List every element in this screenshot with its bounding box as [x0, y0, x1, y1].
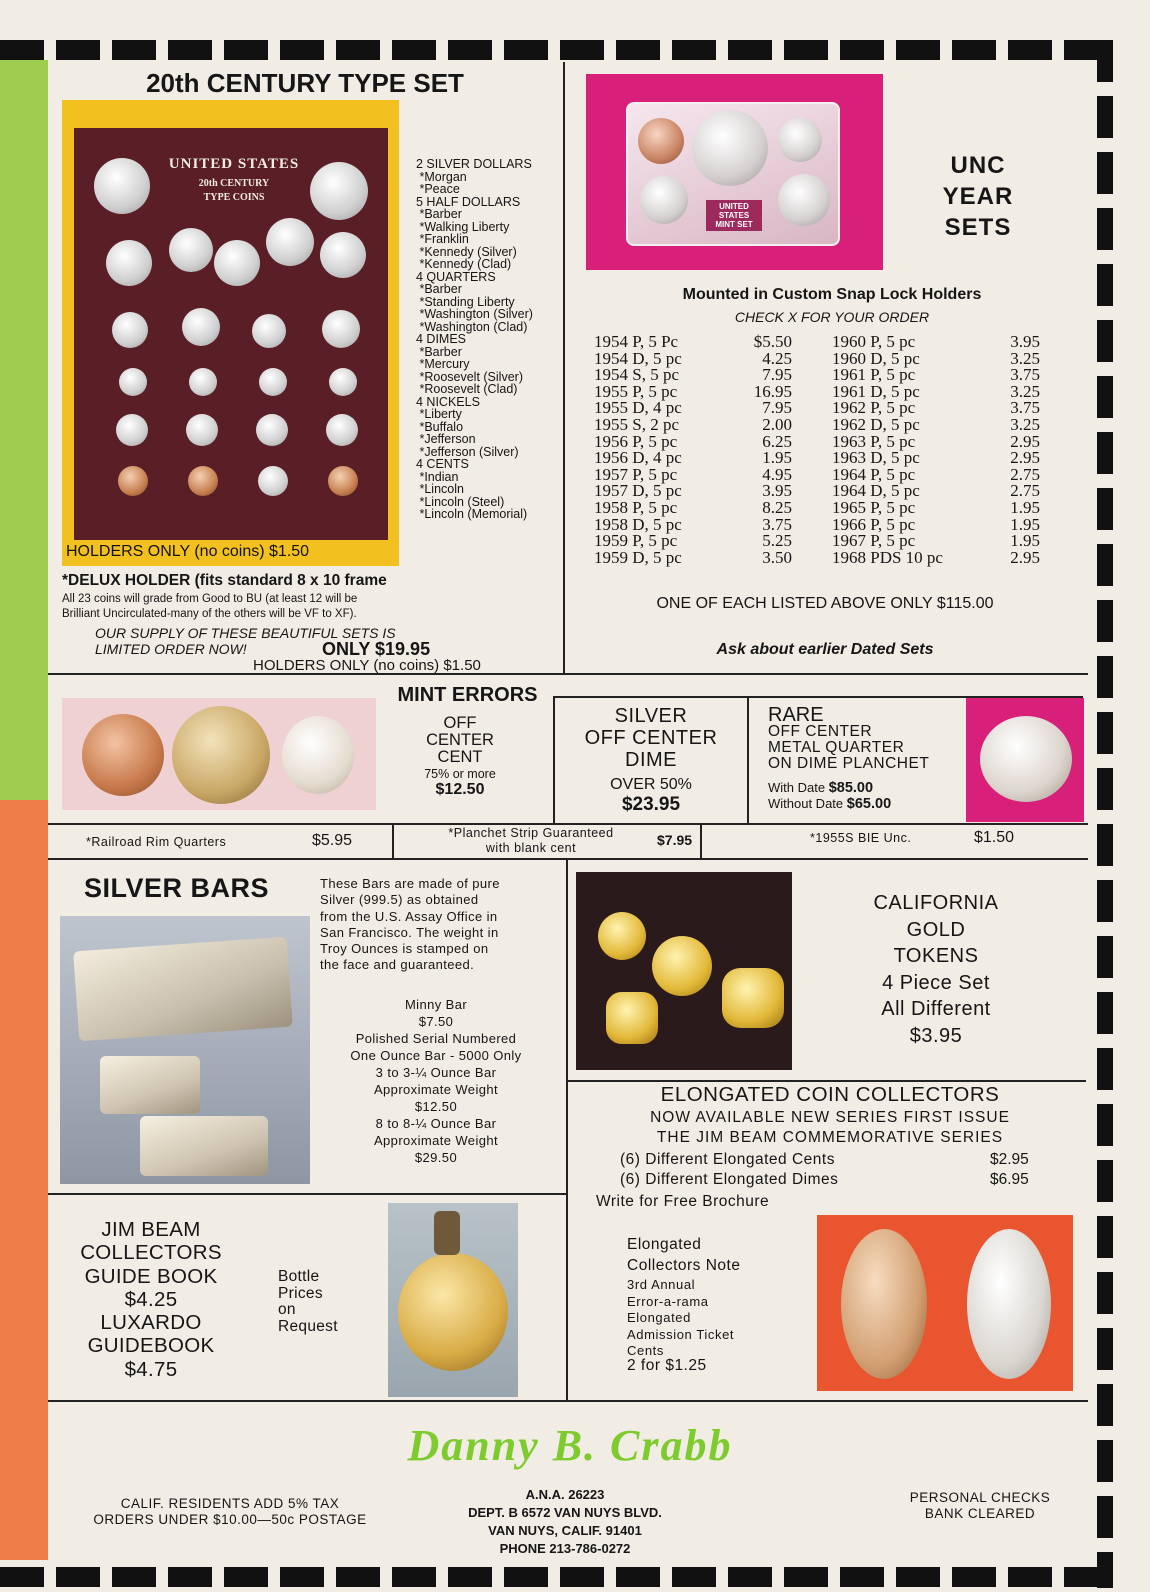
- coin-image: [322, 310, 360, 348]
- coin-image: [256, 414, 288, 446]
- divider: [566, 858, 568, 1400]
- ticket-line: Admission Ticket: [627, 1326, 735, 1342]
- gold-tokens-line: All Different: [881, 998, 991, 1021]
- type-set-list-item: *Liberty: [416, 407, 462, 421]
- coin-image: [106, 240, 152, 286]
- type-set-board: [74, 128, 388, 540]
- year-set-price: 2.75: [1010, 481, 1040, 501]
- mint-set-photo: [586, 74, 883, 270]
- year-set-price: 16.95: [753, 381, 792, 401]
- year-set-label: 1954 D, 5 pc: [594, 348, 682, 368]
- jim-beam-line: JIM BEAM: [101, 1218, 201, 1241]
- silver-bars-item-line: 3 to 3-¼ Ounce Bar: [375, 1065, 497, 1080]
- year-set-price: 2.95: [1010, 448, 1040, 468]
- year-set-price: 2.95: [1010, 431, 1040, 451]
- coin-image: [328, 466, 358, 496]
- coin-image: [640, 176, 688, 224]
- jim-beam-line: GUIDE BOOK: [84, 1264, 218, 1288]
- holders-only-text: HOLDERS ONLY (no coins) $1.50: [253, 657, 481, 674]
- coin-image: [112, 312, 148, 348]
- year-set-price: 3.75: [762, 514, 792, 534]
- coin-image: [172, 706, 270, 804]
- mounted-text: Mounted in Custom Snap Lock Holders: [682, 286, 982, 303]
- year-set-price: 7.95: [762, 398, 792, 418]
- brochure-text: Write for Free Brochure: [596, 1193, 770, 1210]
- year-set-label: 1954 S, 5 pc: [594, 365, 679, 385]
- railroad-rim-price: $5.95: [312, 832, 353, 849]
- off-center-price: $12.50: [435, 781, 485, 798]
- gold-tokens-line: GOLD: [906, 918, 966, 941]
- year-set-price: 1.95: [1010, 531, 1040, 551]
- snap-lock-holder: [626, 102, 840, 246]
- gold-tokens-line: CALIFORNIA: [873, 892, 999, 914]
- ticket-line: Cents: [627, 1343, 664, 1358]
- coin-image: [692, 110, 768, 186]
- year-set-label: 1955 S, 2 pc: [594, 414, 679, 434]
- year-set-label: 1961 P, 5 pc: [832, 365, 916, 385]
- token-image: [652, 936, 712, 996]
- ticket-line: 3rd Annual: [627, 1277, 696, 1292]
- board-title: UNITED STATES: [168, 156, 300, 172]
- type-set-list-item: 4 QUARTERS: [416, 269, 496, 284]
- elongated-coins-photo: [817, 1215, 1073, 1391]
- ticket-line: Error-a-rama: [627, 1293, 709, 1309]
- year-set-price: 4.95: [762, 464, 792, 484]
- year-set-label: 1966 P, 5 pc: [832, 514, 916, 534]
- year-set-label: 1962 P, 5 pc: [832, 398, 916, 418]
- coin-image: [329, 368, 357, 396]
- year-set-price: 1.95: [762, 448, 792, 468]
- silver-bars-item-line: 8 to 8-¼ Ounce Bar: [375, 1116, 497, 1131]
- bottle-prices-text: [278, 1269, 338, 1335]
- dashed-border-top: [0, 40, 1110, 60]
- silver-bars-description: [320, 876, 542, 974]
- bie-item: *1955S BIE Unc.: [810, 831, 912, 845]
- year-set-price: 3.25: [1010, 348, 1040, 368]
- ask-earlier-sets: Ask about earlier Dated Sets: [716, 641, 934, 658]
- year-set-price: 3.95: [762, 481, 792, 501]
- mint-set-label: UNITED STATES MINT SET: [706, 200, 762, 231]
- divider: [48, 858, 1088, 860]
- year-set-price: 1.95: [1010, 514, 1040, 534]
- year-set-price: 2.00: [762, 414, 792, 434]
- year-set-label: 1956 P, 5 pc: [594, 431, 678, 451]
- jim-beam-guide-text: [66, 1218, 236, 1381]
- one-of-each-offer: ONE OF EACH LISTED ABOVE ONLY $115.00: [656, 595, 994, 612]
- year-set-price: 3.50: [762, 547, 792, 567]
- year-set-label: 1960 D, 5 pc: [832, 348, 920, 368]
- bottle-prices-line: Prices: [278, 1284, 323, 1302]
- type-set-list-item: *Walking Liberty: [416, 219, 510, 234]
- bie-price: $1.50: [974, 829, 1015, 846]
- silver-bars-description-line: the face and guaranteed.: [320, 957, 475, 973]
- year-set-price: $5.50: [753, 332, 792, 351]
- silver-bars-description-line: from the U.S. Assay Office in: [320, 908, 498, 924]
- jim-beam-line: GUIDEBOOK: [87, 1334, 215, 1358]
- coin-image: [182, 308, 220, 346]
- type-set-list-item: *Standing Liberty: [416, 294, 515, 309]
- elongated-cents-price: $2.95: [990, 1151, 1029, 1168]
- quarter-photo: [966, 698, 1084, 822]
- board-subtitle: 20th CENTURY: [198, 178, 270, 189]
- silver-bars-description-line: San Francisco. The weight in: [320, 924, 499, 940]
- year-set-label: 1959 D, 5 pc: [594, 547, 682, 567]
- silver-bar-image: [140, 1116, 268, 1176]
- unc-year-sets-heading: UNC YEAR SETS: [942, 152, 1014, 241]
- year-set-price: 5.25: [762, 531, 792, 551]
- divider: [48, 1193, 566, 1195]
- mint-errors-photo: [62, 698, 376, 810]
- silver-bars-item-line: $12.50: [414, 1099, 458, 1114]
- year-set-price: 2.75: [1010, 464, 1040, 484]
- collectors-note: Elongated Collectors Note: [627, 1236, 741, 1274]
- without-date-row: Without Date $65.00: [768, 796, 892, 812]
- year-sets-column-1: [594, 334, 792, 566]
- jim-beam-line: $4.75: [124, 1357, 178, 1381]
- planchet-strip-item: *Planchet Strip Guaranteed with blank cent: [448, 826, 614, 855]
- silver-bars-item-line: $7.50: [418, 1014, 454, 1029]
- coin-image: [282, 716, 354, 794]
- coin-image: [266, 218, 314, 266]
- year-set-price: 3.75: [1010, 365, 1040, 385]
- type-set-list-item: *Jefferson: [416, 432, 476, 446]
- coin-image: [778, 118, 822, 162]
- silver-bars-description-line: These Bars are made of pure: [320, 876, 500, 891]
- coin-image: [310, 162, 368, 220]
- silver-bars-item-line: Minny Bar: [404, 997, 468, 1012]
- silver-bars-items: [322, 996, 550, 1166]
- year-set-label: 1955 P, 5 pc: [594, 381, 678, 401]
- type-set-price: ONLY $19.95: [322, 639, 431, 659]
- silver-bars-item-line: $29.50: [414, 1150, 458, 1165]
- year-set-label: 1965 P, 5 pc: [832, 497, 916, 517]
- bottle-prices-line: Bottle: [278, 1268, 320, 1285]
- coin-image: [186, 414, 218, 446]
- year-set-label: 1960 P, 5 pc: [832, 332, 916, 351]
- year-set-label: 1957 D, 5 pc: [594, 481, 682, 501]
- elongated-dimes-price: $6.95: [990, 1171, 1029, 1188]
- supply-text: OUR SUPPLY OF THESE BEAUTIFUL SETS IS: [95, 625, 396, 641]
- jim-beam-line: $4.25: [124, 1287, 178, 1311]
- divider: [747, 696, 749, 824]
- year-set-label: 1957 P, 5 pc: [594, 464, 678, 484]
- divider: [392, 823, 394, 859]
- holders-banner: HOLDERS ONLY (no coins) $1.50: [66, 543, 310, 560]
- year-set-price: 3.75: [1010, 398, 1040, 418]
- type-set-list-item: *Lincoln: [416, 482, 464, 496]
- year-set-label: 1967 P, 5 pc: [832, 531, 916, 551]
- year-set-price: 7.95: [762, 365, 792, 385]
- dashed-border-bottom: [0, 1567, 1110, 1587]
- silver-dime-over: OVER 50%: [610, 776, 692, 793]
- divider: [566, 1080, 1086, 1082]
- coin-image: [94, 158, 150, 214]
- coin-image: [214, 240, 260, 286]
- elongated-heading: ELONGATED COIN COLLECTORS: [660, 1083, 1000, 1106]
- checks-notice: PERSONAL CHECKS BANK CLEARED: [909, 1490, 1051, 1521]
- type-set-list-item: *Mercury: [416, 357, 470, 371]
- type-set-list-item: 5 HALF DOLLARS: [416, 194, 521, 209]
- silver-bar-image: [100, 1056, 200, 1114]
- grade-text: All 23 coins will grade from Good to BU (at least 12 will be: [62, 593, 358, 605]
- coin-image: [259, 368, 287, 396]
- year-set-label: 1964 D, 5 pc: [832, 481, 920, 501]
- silver-dime-price: $23.95: [621, 794, 681, 815]
- elongated-dimes: (6) Different Elongated Dimes: [620, 1171, 839, 1188]
- year-set-label: 1955 D, 4 pc: [594, 398, 682, 418]
- type-set-list-item: *Barber: [416, 207, 462, 221]
- type-set-list-item: *Roosevelt (Clad): [416, 382, 518, 396]
- year-set-label: 1961 D, 5 pc: [832, 381, 920, 401]
- year-set-price: 3.25: [1010, 381, 1040, 401]
- admission-ticket-text: [627, 1277, 734, 1360]
- bottle-prices-line: on: [278, 1301, 296, 1318]
- off-center-cent: OFF CENTER CENT: [426, 714, 494, 766]
- tax-notice: CALIF. RESIDENTS ADD 5% TAX ORDERS UNDER $10.00—50c POSTAGE: [93, 1496, 367, 1527]
- coin-image: [169, 228, 213, 272]
- year-set-price: 6.25: [762, 431, 792, 451]
- token-image: [722, 968, 784, 1028]
- delux-holder: *DELUX HOLDER (fits standard 8 x 10 frame: [62, 572, 387, 589]
- type-set-list-item: *Kennedy (Silver): [416, 244, 517, 259]
- elongated-coin-image: [967, 1229, 1051, 1379]
- coin-image: [189, 368, 217, 396]
- type-set-list-item: 4 NICKELS: [416, 394, 480, 409]
- year-set-label: 1968 PDS 10 pc: [832, 547, 943, 567]
- year-set-price: 3.95: [1010, 332, 1040, 351]
- coin-image: [252, 314, 286, 348]
- dealer-address: A.N.A. 26223 DEPT. B 6572 VAN NUYS BLVD. VAN NUYS, CALIF. 91401 PHONE 213-786-0272: [468, 1487, 662, 1556]
- ticket-line: Elongated: [627, 1310, 691, 1325]
- silver-bars-description-line: Troy Ounces is stamped on: [320, 941, 489, 957]
- gold-tokens-line: TOKENS: [893, 945, 979, 968]
- type-set-list-item: 4 DIMES: [416, 332, 467, 346]
- year-set-row: [832, 547, 1040, 567]
- coin-image: [82, 714, 164, 796]
- type-set-list-item: *Buffalo: [416, 419, 464, 434]
- bottle-prices-line: Request: [278, 1317, 338, 1335]
- year-set-label: 1964 P, 5 pc: [832, 464, 916, 484]
- type-set-list-item: *Barber: [416, 282, 462, 296]
- year-set-price: 1.95: [1010, 497, 1040, 517]
- coin-image: [119, 368, 147, 396]
- medallion-image: [398, 1253, 508, 1371]
- year-set-price: 3.25: [1010, 414, 1040, 434]
- type-set-coin-list: [416, 158, 533, 521]
- silver-bars-item-line: Polished Serial Numbered: [355, 1031, 517, 1046]
- coin-image: [116, 414, 148, 446]
- silver-bars-item-line: One Ounce Bar - 5000 Only: [350, 1048, 522, 1063]
- elongated-coin-image: [841, 1229, 927, 1379]
- gold-tokens-line: $3.95: [909, 1024, 963, 1047]
- year-set-label: 1963 D, 5 pc: [832, 448, 920, 468]
- type-set-list-item: *Roosevelt (Silver): [416, 369, 523, 384]
- dashed-border-right: [1097, 40, 1113, 1588]
- coin-image: [778, 174, 830, 226]
- year-set-label: 1958 D, 5 pc: [594, 514, 682, 534]
- year-set-price: 2.95: [1010, 547, 1040, 567]
- year-set-row: [594, 547, 792, 567]
- type-set-list-item: *Indian: [416, 469, 459, 484]
- silver-bars-item-line: Approximate Weight: [373, 1133, 499, 1148]
- railroad-rim-item: *Railroad Rim Quarters: [86, 835, 227, 849]
- year-set-label: 1962 D, 5 pc: [832, 414, 920, 434]
- bottle-neck-image: [434, 1211, 460, 1255]
- green-edge-strip: [0, 60, 48, 800]
- type-set-list-item: *Lincoln (Memorial): [416, 507, 528, 521]
- jim-beam-line: COLLECTORS: [80, 1241, 222, 1265]
- token-image: [598, 912, 646, 960]
- year-sets-column-2: [832, 334, 1040, 566]
- year-set-label: 1963 P, 5 pc: [832, 431, 916, 451]
- elongated-subheading: NOW AVAILABLE NEW SERIES FIRST ISSUE: [650, 1109, 1010, 1126]
- type-set-list-item: *Franklin: [416, 232, 469, 246]
- silver-bars-item-line: Approximate Weight: [373, 1082, 499, 1097]
- year-set-label: 1956 D, 4 pc: [594, 448, 682, 468]
- board-subtitle: TYPE COINS: [203, 192, 265, 203]
- silver-bars-description-line: Silver (999.5) as obtained: [320, 892, 479, 908]
- silver-dime-title: SILVER OFF CENTER DIME: [584, 705, 718, 771]
- year-set-label: 1958 P, 5 pc: [594, 497, 678, 517]
- divider: [48, 823, 1088, 825]
- year-set-price: 8.25: [762, 497, 792, 517]
- silver-bars-photo: [60, 916, 310, 1184]
- coin-image: [258, 466, 288, 496]
- ticket-price: 2 for $1.25: [627, 1357, 707, 1374]
- type-set-list-item: *Peace: [416, 182, 460, 196]
- signature-logo: Danny B. Crabb: [407, 1421, 733, 1470]
- planchet-strip-price: $7.95: [657, 832, 693, 848]
- type-set-list-item: 2 SILVER DOLLARS: [416, 157, 532, 171]
- type-set-list-item: *Jefferson (Silver): [416, 444, 519, 459]
- coin-image: [320, 232, 366, 278]
- check-text: CHECK X FOR YOUR ORDER: [734, 309, 930, 325]
- coin-image: [638, 118, 684, 164]
- silver-bars-heading: SILVER BARS: [84, 873, 270, 903]
- type-set-list-item: *Washington (Silver): [416, 307, 533, 321]
- type-set-list-item: *Kennedy (Clad): [416, 257, 512, 271]
- year-set-label: 1959 P, 5 pc: [594, 531, 678, 551]
- coin-image: [980, 716, 1072, 802]
- jim-beam-bottle-photo: [388, 1203, 518, 1397]
- divider: [48, 673, 1088, 675]
- coin-image: [188, 466, 218, 496]
- gold-tokens-text: [836, 890, 1036, 1050]
- elongated-cents: (6) Different Elongated Cents: [620, 1151, 835, 1168]
- off-center-percent: 75% or more: [424, 767, 496, 781]
- rare-heading: RARE: [768, 704, 824, 726]
- divider: [48, 1400, 1088, 1402]
- type-set-list-item: *Washington (Clad): [416, 319, 528, 334]
- divider: [700, 823, 702, 859]
- coin-image: [326, 414, 358, 446]
- coin-image: [118, 466, 148, 496]
- type-set-list-item: 4 CENTS: [416, 457, 469, 471]
- with-date-row: With Date $85.00: [768, 780, 874, 796]
- type-set-list-item: *Barber: [416, 344, 462, 359]
- token-image: [606, 992, 658, 1044]
- jim-beam-line: LUXARDO: [100, 1311, 202, 1335]
- year-set-label: 1954 P, 5 Pc: [594, 332, 679, 351]
- silver-bar-image: [73, 937, 293, 1042]
- divider: [553, 696, 555, 824]
- type-set-list-item: *Lincoln (Steel): [416, 494, 505, 509]
- type-set-list-item: *Morgan: [416, 169, 467, 184]
- elongated-subheading: THE JIM BEAM COMMEMORATIVE SERIES: [656, 1129, 1004, 1146]
- mint-errors-heading: MINT ERRORS: [397, 684, 538, 706]
- gold-tokens-photo: [576, 872, 792, 1070]
- type-set-title: 20th CENTURY TYPE SET: [146, 68, 464, 98]
- supply-text: LIMITED ORDER NOW!: [95, 641, 247, 657]
- gold-tokens-line: 4 Piece Set: [882, 971, 990, 994]
- rare-description: OFF CENTER METAL QUARTER ON DIME PLANCHET: [768, 723, 930, 772]
- year-set-price: 4.25: [762, 348, 792, 368]
- grade-text: Brilliant Uncirculated-many of the others will be VF to XF).: [62, 608, 357, 620]
- divider: [563, 62, 565, 674]
- orange-edge-strip: [0, 800, 48, 1560]
